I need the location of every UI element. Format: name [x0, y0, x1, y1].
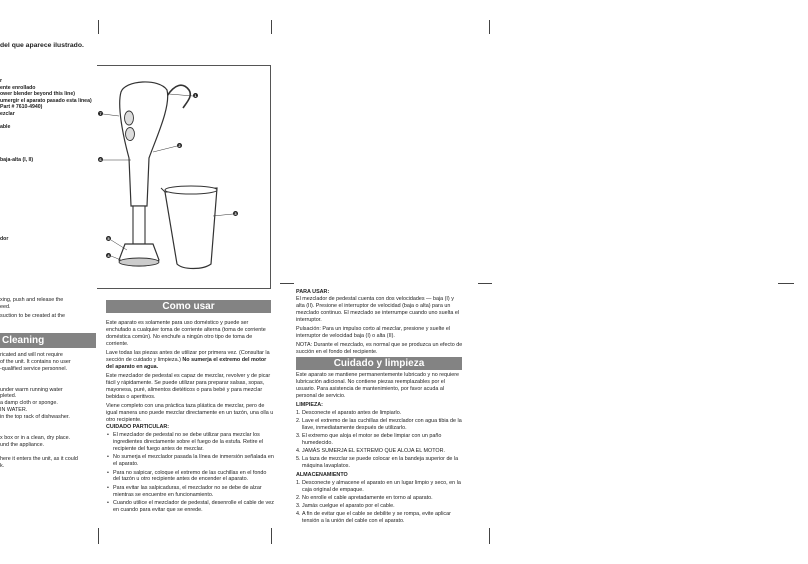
- crop-mark: [98, 528, 99, 544]
- list-item: 4. JAMÁS SUMERJA EL EXTREMO QUE ALOJA EL MOTOR.: [296, 448, 445, 455]
- list-item: • Para no salpicar, coloque el extremo de las cuchillas en el fondo del tazón u otro recipiente antes de encender el aparato.: [113, 470, 274, 484]
- parts-list-line: ezclar: [0, 110, 15, 117]
- como-usar-intro: Este aparato es solamente para uso doméstico y puede ser enchufado a cualquier toma de corriente alterna (toma de corriente doméstica común). No enchufe a ningún otro tipo de toma de corriente.: [106, 320, 266, 347]
- fragment-line: und the appliance.: [0, 441, 45, 448]
- callout-6: 6: [99, 157, 102, 162]
- fragment-line: a damp cloth or sponge.: [0, 400, 58, 407]
- cleaning-fragment-text: [0, 352, 96, 469]
- list-item: 3. El extremo que aloja el motor se debe limpiar con un paño humedecido.: [296, 433, 442, 447]
- cuidado-particular-heading: CUIDADO PARTICULAR:: [106, 423, 170, 430]
- list-item: 1. Desconecte el aparato antes de limpiarlo.: [296, 410, 402, 417]
- cleaning-header: Cleaning: [0, 333, 96, 348]
- left-fragment-text: [0, 297, 96, 320]
- fragment-line: pleted.: [0, 393, 17, 400]
- list-item: • El mezclador de pedestal no se debe utilizar para mezclar los ingredientes directamente sobre el fuego de la estufa. Retire el recipiente del fuego antes de mezclar.: [113, 432, 274, 453]
- parts-list: [0, 78, 100, 243]
- cuidado-particular-list: [106, 432, 274, 514]
- crop-mark: [489, 528, 490, 544]
- fragment-line: suction to be created at the: [0, 312, 66, 319]
- almacenamiento-heading: ALMACENAMIENTO: [296, 472, 348, 479]
- parts-list-line: able: [0, 124, 11, 131]
- fragment-line: of the unit. It contains no user: [0, 358, 71, 365]
- crop-mark: [280, 283, 294, 284]
- para-usar-section: [296, 289, 464, 358]
- list-item: • Para evitar las salpicaduras, el mezclador no se debe de alzar mientras se encuentre en funcionamiento.: [113, 485, 274, 499]
- almacenamiento-list: [296, 480, 464, 525]
- fragment-line: -qualified service personnel.: [0, 365, 68, 372]
- crop-mark: [489, 20, 490, 34]
- como-usar-section: [106, 320, 274, 516]
- blender-illustration: [97, 66, 271, 290]
- list-item: 2. Lave el extremo de las cuchillas del mezclador con agua tibia de la llave, inmediatamente después de utilizarlo.: [296, 418, 462, 432]
- como-usar-capabilities: Este mezclador de pedestal es capaz de mezclar, revolver y de picar fácil y rápidamente. Se puede utilizar para preparar salsas, sopas, mayonesa, puré, alimentos dietéticos o para bebé y para mezclar bebidas o aperitivos.: [106, 373, 271, 400]
- fragment-line: xing, push and release the: [0, 297, 64, 303]
- fragment-line: k.: [0, 462, 5, 469]
- list-item: • No sumerja el mezclador pasada la línea de inmersión señalada en el aparato.: [113, 454, 274, 468]
- page-heading: del que aparece ilustrado.: [0, 42, 84, 49]
- crop-mark: [778, 283, 794, 284]
- para-usar-note: NOTA: Durante el mezclado, es normal que se produzca un efecto de succión en el fondo del recipiente.: [296, 342, 463, 356]
- parts-list-line: Part # 7610-4940): [0, 104, 43, 111]
- callout-4: 4: [107, 253, 110, 258]
- cuidado-header: Cuidado y limpieza: [296, 357, 462, 370]
- fragment-line: in the top rack of dishwasher.: [0, 414, 70, 421]
- list-item: 2. No enrolle el cable apretadamente en torno al aparato.: [296, 495, 433, 502]
- como-usar-header: Como usar: [106, 300, 271, 313]
- wash-warning: No sumerja el extremo del motor del aparato en agua.: [106, 356, 267, 370]
- fragment-line: IN WATER.: [0, 407, 28, 414]
- para-usar-speeds: El mezclador de pedestal cuenta con dos velocidades — baja (I) y alta (II). Presione el interruptor de velocidad (baja o alta) para un mezclado continuo. El mezclado se interrumpe cuando uno suelta el interruptor.: [296, 296, 460, 323]
- callout-3: 3: [234, 211, 237, 216]
- list-item: 1. Desconecte y almacene el aparato en un lugar limpio y seco, en la caja original de empaque.: [296, 480, 461, 493]
- crop-mark: [271, 528, 272, 544]
- fragment-line: ricated and will not require: [0, 352, 63, 358]
- callout-7: 7: [99, 111, 102, 116]
- crop-mark: [271, 20, 272, 34]
- cuidado-section: [296, 372, 464, 526]
- fragment-line: eed.: [0, 303, 11, 310]
- list-item: 4. A fin de evitar que el cable se debilite y se rompa, evite aplicar tensión a la unión del cable con el aparato.: [296, 511, 451, 525]
- parts-list-line: umergir el aparato pasado esta línea): [0, 97, 92, 104]
- crop-mark: [98, 20, 99, 34]
- para-usar-heading: PARA USAR:: [296, 289, 330, 295]
- crop-mark: [478, 283, 492, 284]
- para-usar-pulse: Pulsación: Para un impulso corto al mezclar, presione y suelte el interruptor de velocidad baja (I) o alta (II).: [296, 326, 451, 339]
- parts-list-line: ower blender beyond this line): [0, 91, 75, 98]
- list-item: 3. Jamás cuelgue el aparato por el cable.: [296, 503, 395, 510]
- limpieza-list: [296, 410, 464, 470]
- fragment-line: here it enters the unit, as it could: [0, 455, 78, 462]
- product-figure: [97, 65, 271, 289]
- parts-list-line: baja-alta (I, II): [0, 157, 34, 164]
- callout-1: 1: [194, 93, 197, 98]
- callout-5: 5: [107, 236, 110, 241]
- fragment-line: under warm running water: [0, 386, 63, 393]
- fragment-line: x box or in a clean, dry place.: [0, 434, 71, 441]
- parts-list-line: dor: [0, 236, 9, 243]
- parts-list-line: r: [0, 78, 3, 84]
- cuidado-intro: Este aparato se mantiene permanentemente lubricado y no requiere lubricación adicional. No contiene piezas reemplazables por el usuario. Para asistencia de mantenimiento, por favor acuda al personal de servicio.: [296, 372, 460, 399]
- limpieza-heading: LIMPIEZA:: [296, 402, 323, 409]
- list-item: • Cuando utilice el mezclador de pedestal, desenrolle el cable de vez en cuando para evitar que se enrede.: [113, 500, 274, 514]
- callout-2: 2: [178, 143, 181, 148]
- como-usar-cup: Viene completo con una práctica taza plástica de mezclar, pero de igual manera uno puede mezclar directamente en un tazón, una olla u otro recipiente.: [106, 403, 274, 423]
- como-usar-wash: [106, 350, 274, 371]
- wash-text: Lave todas las piezas antes de utilizar por primera vez. (Consultar la sección de cuidado y limpieza.): [106, 350, 270, 363]
- parts-list-line: ente enrollado: [0, 84, 36, 91]
- list-item: 5. La taza de mezclar se puede colocar en la bandeja superior de la máquina lavaplatos.: [296, 456, 459, 470]
